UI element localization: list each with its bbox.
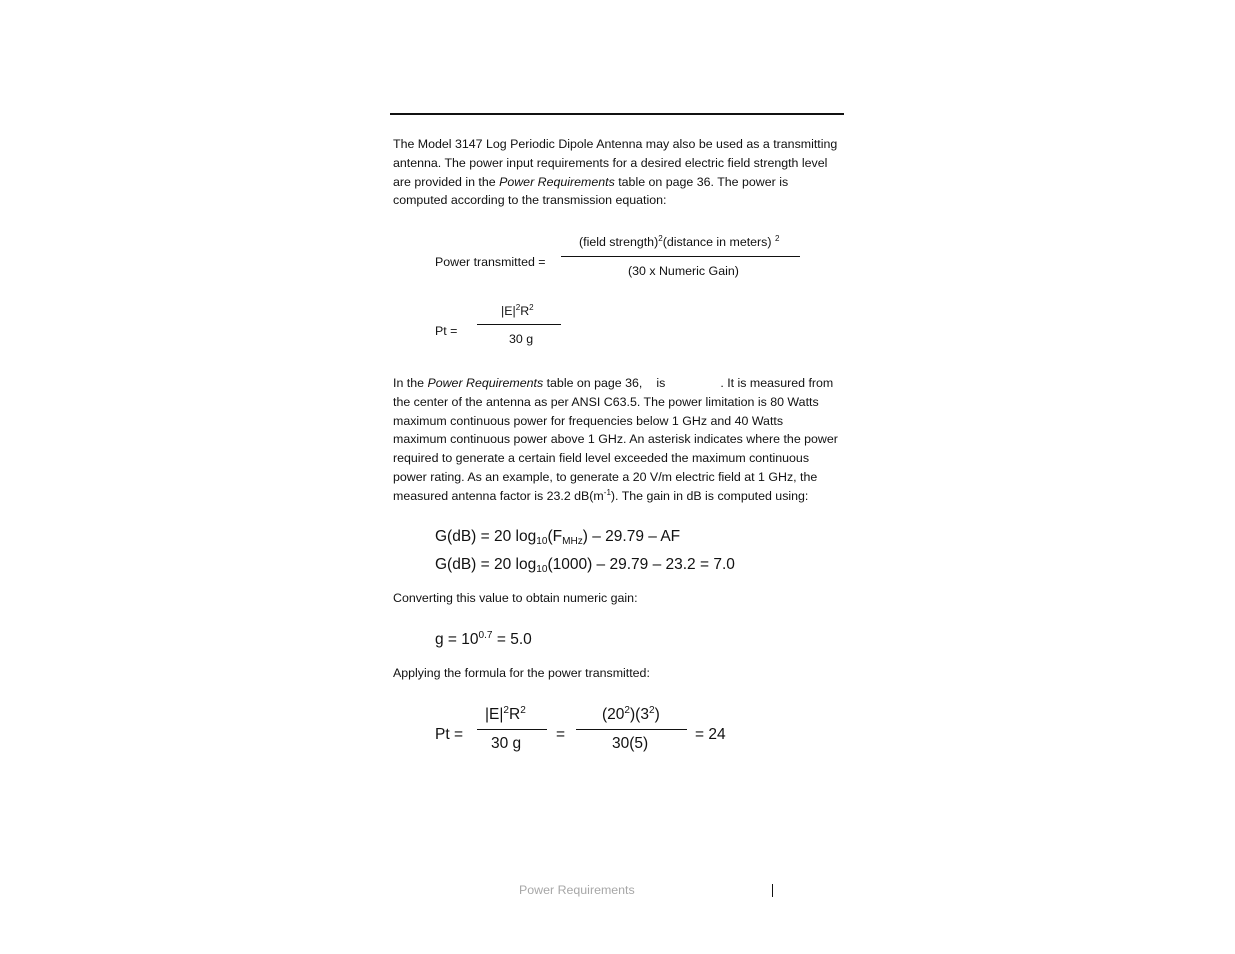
eq3-exponent: 2 [503,704,510,716]
log-base: 10 [536,564,548,576]
numeric-text: = 5.0 [492,631,532,648]
intro-paragraph [393,135,845,210]
eq1-fraction-bar [561,256,800,257]
body-text: table on page 36, [543,376,643,390]
eq2-numerator [501,304,534,318]
numeric-text: g = 10 [435,631,479,648]
eq3-label: Pt = [435,726,464,743]
eq3-result: = 24 [695,726,726,743]
intro-line: computed according to the transmission equation: [393,193,667,208]
footer-separator [772,884,773,897]
eq2-num-part: R [520,304,530,318]
eq3-fraction-bar-2 [576,729,687,730]
eq2-denominator: 30 g [509,332,534,346]
eq3-numerator-1 [485,706,526,724]
numeric-gain-equation [435,631,532,649]
eq2-num-part: |E| [501,304,516,318]
eq3-equals: = [556,726,566,743]
body-text: . It is measured from [720,376,834,390]
eq2-label: Pt = [435,324,458,338]
gain-equation-2 [435,556,735,574]
eq3-num-part: )(3 [630,706,649,723]
intro-text: table on page 36. The power is [614,174,789,189]
eq3-num-part: (20 [602,706,625,723]
eq1-numerator [579,235,779,249]
body-exponent: -1 [603,487,611,497]
body-line [393,487,845,506]
frequency-unit: MHz [562,536,583,548]
eq1-num-part: (field strength) [579,235,659,249]
body-text: is [656,376,666,390]
body-line: power rating. As an example, to generate a 20 V/m electric field at 1 GHz, the [393,469,818,484]
numeric-exponent: 0.7 [478,629,493,641]
eq1-exponent: 2 [774,234,780,244]
apply-text: Applying the formula for the power transmitted: [393,666,650,680]
eq2-exponent: 2 [515,303,521,313]
eq2-fraction-bar [477,324,561,325]
eq3-num-part: R [509,706,521,723]
header-rule [390,113,844,115]
body-text: measured antenna factor is 23.2 dB(m [393,488,604,503]
footer-title: Power Requirements [519,883,635,897]
eq3-num-part: |E| [485,706,504,723]
convert-text: Converting this value to obtain numeric gain: [393,591,638,605]
eq1-label: Power transmitted = [435,255,546,269]
eq3-fraction-bar-1 [477,729,547,730]
body-text: ). The gain in dB is computed using: [610,488,809,503]
body-line: maximum continuous power above 1 GHz. An asterisk indicates where the power [393,432,838,447]
gain-text: (F [547,528,563,545]
body-line: maximum continuous power for frequencies below 1 GHz and 40 Watts [393,413,784,428]
intro-text: are provided in the [393,174,500,189]
eq3-exponent: 2 [520,704,526,716]
table-reference: Power Requirements [427,376,544,390]
gain-text: G(dB) = 20 log [435,556,537,573]
gain-text: G(dB) = 20 log [435,528,537,545]
eq3-denominator-2: 30(5) [612,735,649,752]
body-paragraph [393,374,845,506]
eq3-numerator-2 [602,706,660,724]
eq1-denominator: (30 x Numeric Gain) [628,264,739,278]
eq2-exponent: 2 [529,303,534,313]
intro-line: The Model 3147 Log Periodic Dipole Antenna may also be used as a transmitting [393,137,838,151]
eq1-num-part: (distance in meters) [662,235,775,249]
gain-text: (1000) – 29.79 – 23.2 = 7.0 [547,556,735,573]
eq3-denominator-1: 30 g [491,735,522,752]
gain-text: ) – 29.79 – AF [582,528,681,545]
gain-equation-1 [435,528,680,546]
intro-line: antenna. The power input requirements for a desired electric field strength level [393,155,828,170]
table-reference: Power Requirements [499,174,615,189]
body-line [393,374,845,393]
eq3-exponent: 2 [624,704,631,716]
eq3-num-part: ) [654,706,660,723]
eq3-exponent: 2 [648,704,655,716]
log-base: 10 [536,536,548,548]
body-line: required to generate a certain field level exceeded the maximum continuous [393,451,810,466]
eq1-exponent: 2 [658,234,663,244]
body-line: the center of the antenna as per ANSI C63.5. The power limitation is 80 Watts [393,394,819,409]
body-text: In the [393,376,428,390]
intro-line [393,173,845,192]
